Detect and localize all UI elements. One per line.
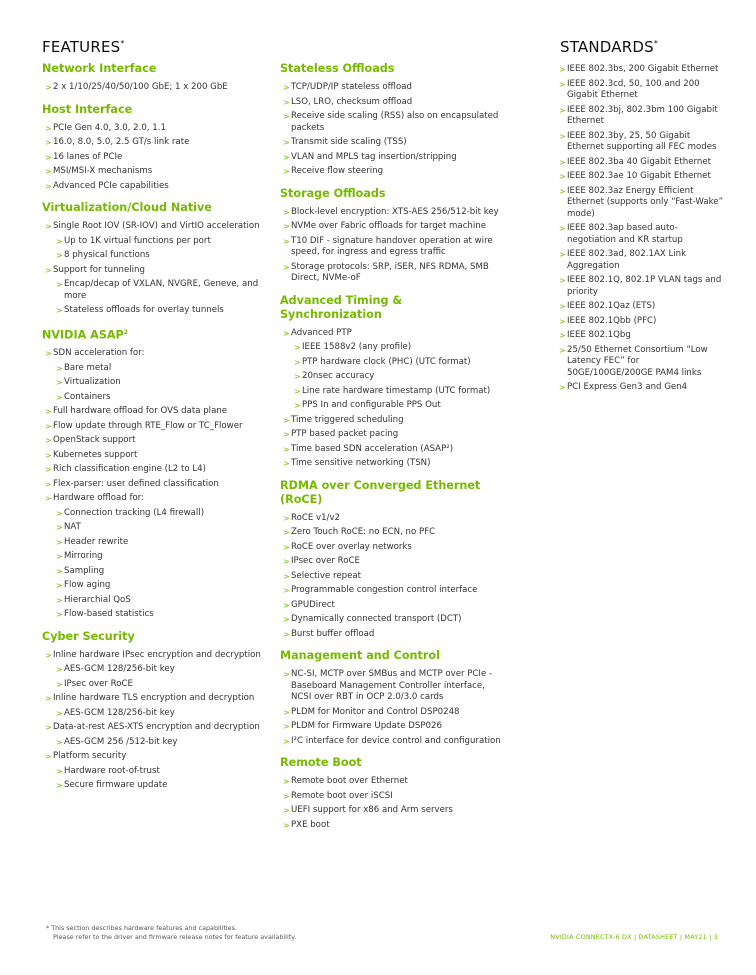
list-item: > PTP hardware clock (PHC) (UTC format) (280, 357, 506, 369)
list-item: > I²C interface for device control and configuration (280, 736, 506, 748)
list-item: > PCIe Gen 4.0, 3.0, 2.0, 1.1 (42, 123, 270, 135)
section-nvidia-asap (42, 326, 270, 621)
section-storage-offloads (280, 187, 506, 285)
list-item: > Connection tracking (L4 firewall) (42, 508, 270, 520)
section-remote-boot (280, 756, 506, 831)
list-item: > IEEE 802.3ba 40 Gigabit Ethernet (556, 157, 726, 169)
list-item: > Inline hardware IPsec encryption and decryption (42, 650, 270, 662)
list-item: > IEEE 802.3ap based auto-negotiation and KR startup (556, 223, 726, 246)
features-column-left (42, 62, 270, 801)
list-item: > Receive flow steering (280, 166, 506, 178)
list-item: > NAT (42, 522, 270, 534)
list-item: > Stateless offloads for overlay tunnels (42, 305, 270, 317)
list-item: > IEEE 802.1Qbb (PFC) (556, 316, 726, 328)
list-item: > PLDM for Firmware Update DSP026 (280, 721, 506, 733)
list-item: > Flow-based statistics (42, 609, 270, 621)
list-item: > Time triggered scheduling (280, 415, 506, 427)
list-item: > Inline hardware TLS encryption and decryption (42, 693, 270, 705)
list-item: > TCP/UDP/IP stateless offload (280, 82, 506, 94)
list-item: > Hardware offload for: (42, 493, 270, 505)
list-item: > PTP based packet pacing (280, 429, 506, 441)
list-item: > RoCE over overlay networks (280, 542, 506, 554)
feature-list (280, 513, 506, 641)
section-stateless-offloads (280, 62, 506, 178)
list-item: > IPsec over RoCE (280, 556, 506, 568)
feature-list (42, 123, 270, 193)
list-item: > Support for tunneling (42, 265, 270, 277)
list-item: > LSO, LRO, checksum offload (280, 97, 506, 109)
list-item: > Mirroring (42, 551, 270, 563)
page-footer: NVIDIA CONNECTX-6 DX | DATASHEET | MAY21 | 3 (550, 933, 718, 941)
section-title: Advanced Timing & Synchronization (280, 293, 403, 321)
feature-list (280, 776, 506, 831)
list-item: > Block-level encryption: XTS-AES 256/512-bit key (280, 207, 506, 219)
list-item: > 20nsec accuracy (280, 371, 506, 383)
section-title: Host Interface (42, 102, 133, 116)
list-item: > Flow aging (42, 580, 270, 592)
feature-list (280, 207, 506, 285)
feature-list (280, 82, 506, 178)
features-column-middle (280, 62, 506, 840)
list-item: > VLAN and MPLS tag insertion/stripping (280, 152, 506, 164)
features-heading: FEATURES* (42, 38, 125, 56)
standards-column (556, 64, 726, 403)
list-item: > Advanced PCIe capabilities (42, 181, 270, 193)
list-item: > AES-GCM 128/256-bit key (42, 664, 270, 676)
list-item: > Kubernetes support (42, 450, 270, 462)
list-item: > Containers (42, 392, 270, 404)
list-item: > UEFI support for x86 and Arm servers (280, 805, 506, 817)
section-advanced-timing-synchronization (280, 294, 506, 470)
list-item: > Zero Touch RoCE: no ECN, no PFC (280, 527, 506, 539)
list-item: > Hardware root-of-trust (42, 766, 270, 778)
list-item: > IEEE 802.3ad, 802.1AX Link Aggregation (556, 249, 726, 272)
list-item: > GPUDirect (280, 600, 506, 612)
list-item: > Advanced PTP (280, 328, 506, 340)
list-item: > T10 DIF - signature handover operation at wire speed, for ingress and egress traffic (280, 236, 506, 259)
list-item: > AES-GCM 128/256-bit key (42, 708, 270, 720)
list-item: > Selective repeat (280, 571, 506, 583)
list-item: > Remote boot over iSCSI (280, 791, 506, 803)
standards-list (556, 64, 726, 394)
feature-list (280, 669, 506, 747)
list-item: > 16.0, 8.0, 5.0, 2.5 GT/s link rate (42, 137, 270, 149)
list-item: > PXE boot (280, 820, 506, 832)
list-item: > AES-GCM 256 /512-bit key (42, 737, 270, 749)
list-item: > IEEE 802.3by, 25, 50 Gigabit Ethernet supporting all FEC modes (556, 131, 726, 154)
list-item: > IEEE 802.1Q, 802.1P VLAN tags and priority (556, 275, 726, 298)
list-item: > IEEE 802.3cd, 50, 100 and 200 Gigabit Ethernet (556, 79, 726, 102)
list-item: > NVMe over Fabric offloads for target machine (280, 221, 506, 233)
list-item: > 2 x 1/10/25/40/50/100 GbE; 1 x 200 GbE (42, 82, 270, 94)
feature-list (42, 221, 270, 317)
list-item: > Programmable congestion control interface (280, 585, 506, 597)
section-title: Remote Boot (280, 756, 362, 769)
list-item: > Bare metal (42, 363, 270, 375)
section-title: Cyber Security (42, 629, 135, 643)
section-title: Virtualization/Cloud Native (42, 201, 212, 214)
list-item: > Header rewrite (42, 537, 270, 549)
list-item: > Hierarchial QoS (42, 595, 270, 607)
section-title: Management and Control (280, 649, 440, 662)
list-item: > NC-SI, MCTP over SMBus and MCTP over PCIe - Baseboard Management Controller interface, NCSI over RBT in OCP 2.0/3.0 cards (280, 669, 506, 704)
section-title: NVIDIA ASAP$^2$ (42, 328, 128, 342)
feature-list (42, 650, 270, 792)
list-item: > Receive side scaling (RSS) also on encapsulated packets (280, 111, 506, 134)
list-item: > MSI/MSI-X mechanisms (42, 166, 270, 178)
list-item: > Remote boot over Ethernet (280, 776, 506, 788)
list-item: > PCI Express Gen3 and Gen4 (556, 382, 726, 394)
list-item: > IEEE 1588v2 (any profile) (280, 342, 506, 354)
section-rdma-over-converged-ethernet-roce (280, 479, 506, 641)
list-item: > PPS In and configurable PPS Out (280, 400, 506, 412)
list-item: > IPsec over RoCE (42, 679, 270, 691)
list-item: > Transmit side scaling (TSS) (280, 137, 506, 149)
footnote-line: * This section describes hardware features and capabilities. (46, 924, 237, 932)
list-item: > Burst buffer offload (280, 629, 506, 641)
list-item: > Flow update through RTE_Flow or TC_Flower (42, 421, 270, 433)
list-item: > Time sensitive networking (TSN) (280, 458, 506, 470)
list-item: > Sampling (42, 566, 270, 578)
list-item: > Time based SDN acceleration (ASAP²) (280, 444, 506, 456)
list-item: > 16 lanes of PCIe (42, 152, 270, 164)
feature-list (280, 328, 506, 470)
list-item: > Line rate hardware timestamp (UTC format) (280, 386, 506, 398)
list-item: > IEEE 802.3bs, 200 Gigabit Ethernet (556, 64, 726, 76)
list-item: > Virtualization (42, 377, 270, 389)
list-item: > Secure firmware update (42, 780, 270, 792)
section-title: RDMA over Converged Ethernet (RoCE) (280, 478, 481, 506)
footnote-line: Please refer to the driver and firmware release notes for feature availability. (53, 933, 297, 941)
standards-heading: STANDARDS* (560, 38, 659, 56)
list-item: > RoCE v1/v2 (280, 513, 506, 525)
section-network-interface (42, 62, 270, 94)
list-item: > Dynamically connected transport (DCT) (280, 614, 506, 626)
list-item: > OpenStack support (42, 435, 270, 447)
section-management-and-control (280, 649, 506, 747)
list-item: > Platform security (42, 751, 270, 763)
list-item: > 8 physical functions (42, 250, 270, 262)
list-item: > Data-at-rest AES-XTS encryption and decryption (42, 722, 270, 734)
section-cyber-security (42, 630, 270, 792)
footnote (46, 924, 296, 942)
section-title: Network Interface (42, 62, 157, 75)
list-item: > IEEE 802.3ae 10 Gigabit Ethernet (556, 171, 726, 183)
list-item: > Storage protocols: SRP, iSER, NFS RDMA, SMB Direct, NVMe-oF (280, 262, 506, 285)
list-item: > Full hardware offload for OVS data plane (42, 406, 270, 418)
list-item: > Encap/decap of VXLAN, NVGRE, Geneve, and more (42, 279, 270, 302)
list-item: > 25/50 Ethernet Consortium “Low Latency FEC” for 50GE/100GE/200GE PAM4 links (556, 345, 726, 380)
list-item: > Single Root IOV (SR-IOV) and VirtIO acceleration (42, 221, 270, 233)
feature-list (42, 82, 270, 94)
section-host-interface (42, 103, 270, 193)
list-item: > PLDM for Monitor and Control DSP0248 (280, 707, 506, 719)
section-title: Storage Offloads (280, 186, 386, 200)
list-item: > IEEE 802.3az Energy Efficient Ethernet (supports only “Fast-Wake” mode) (556, 186, 726, 221)
list-item: > IEEE 802.1Qaz (ETS) (556, 301, 726, 313)
list-item: > IEEE 802.1Qbg (556, 330, 726, 342)
list-item: > SDN acceleration for: (42, 348, 270, 360)
list-item: > Flex-parser: user defined classification (42, 479, 270, 491)
section-title: Stateless Offloads (280, 62, 395, 75)
list-item: > Rich classification engine (L2 to L4) (42, 464, 270, 476)
list-item: > IEEE 802.3bj, 802.3bm 100 Gigabit Ethernet (556, 105, 726, 128)
list-item: > Up to 1K virtual functions per port (42, 236, 270, 248)
section-virtualization-cloud-native (42, 201, 270, 317)
feature-list (42, 348, 270, 621)
